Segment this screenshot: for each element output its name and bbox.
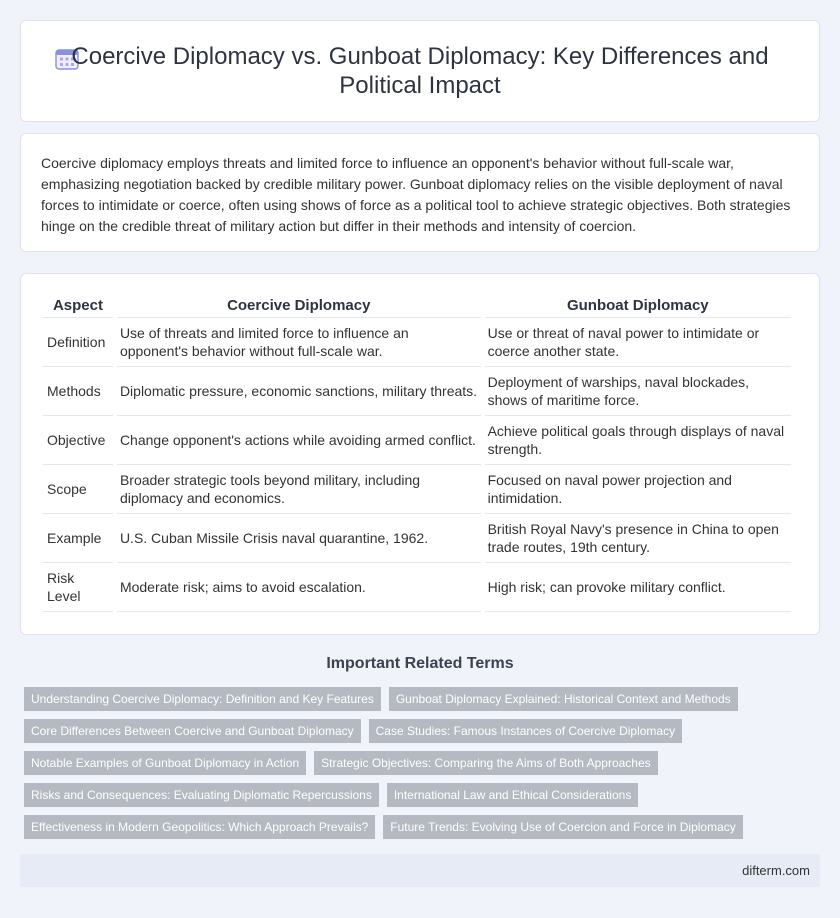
related-term-tag[interactable]: Understanding Coercive Diplomacy: Definition and Key Features	[24, 687, 381, 711]
related-term-tag[interactable]: Gunboat Diplomacy Explained: Historical Context and Methods	[389, 687, 738, 711]
header-coercive-diplomacy: Coercive Diplomacy	[117, 294, 481, 318]
related-terms-title: Important Related Terms	[326, 655, 514, 672]
table-header-row	[43, 294, 791, 318]
row-gunboat-cell: Achieve political goals through displays of naval strength.	[485, 416, 791, 465]
row-coercive-cell: Change opponent's actions while avoiding armed conflict.	[117, 416, 481, 465]
intro-card	[20, 133, 820, 252]
row-gunboat-cell: Deployment of warships, naval blockades, shows of maritime force.	[485, 367, 791, 416]
related-term-tag[interactable]: Case Studies: Famous Instances of Coercive Diplomacy	[369, 719, 682, 743]
tag-row	[24, 815, 824, 839]
intro-paragraph: Coercive diplomacy employs threats and limited force to influence an opponent's behavior without full-scale war, emphasizing negotiation backed by credible military power. Gunboat diplomacy relies on the visible deployment of naval forces to intimidate or coerce, often using shows of force as a political tool to achieve strategic objectives. Both strategies hinge on the credible threat of military action but differ in their methods and intensity of coercion.	[41, 155, 791, 234]
table-row	[43, 367, 791, 416]
related-term-tag[interactable]: Notable Examples of Gunboat Diplomacy in Action	[24, 751, 306, 775]
row-gunboat-cell: Focused on naval power projection and intimidation.	[485, 465, 791, 514]
header-gunboat-diplomacy: Gunboat Diplomacy	[485, 294, 791, 318]
footer-bar	[20, 854, 820, 887]
table-row	[43, 318, 791, 367]
row-aspect-cell: Risk Level	[43, 563, 113, 612]
footer-site-link[interactable]: difterm.com	[742, 863, 810, 878]
page-title: Coercive Diplomacy vs. Gunboat Diplomacy: Key Differences and Political Impact	[71, 43, 769, 99]
table-row	[43, 465, 791, 514]
row-coercive-cell: Use of threats and limited force to influence an opponent's behavior without full-scale war.	[117, 318, 481, 367]
row-gunboat-cell: High risk; can provoke military conflict.	[485, 563, 791, 612]
related-term-tag[interactable]: International Law and Ethical Considerations	[387, 783, 638, 807]
related-term-tag[interactable]: Core Differences Between Coercive and Gunboat Diplomacy	[24, 719, 361, 743]
related-term-tag[interactable]: Effectiveness in Modern Geopolitics: Which Approach Prevails?	[24, 815, 375, 839]
header-aspect: Aspect	[43, 294, 113, 318]
comparison-table-card	[20, 273, 820, 635]
row-coercive-cell: Broader strategic tools beyond military, including diplomacy and economics.	[117, 465, 481, 514]
related-term-tag[interactable]: Future Trends: Evolving Use of Coercion and Force in Diplomacy	[383, 815, 743, 839]
related-terms-list	[24, 687, 824, 847]
table-row	[43, 514, 791, 563]
row-aspect-cell: Methods	[43, 367, 113, 416]
tag-row	[24, 751, 824, 775]
row-coercive-cell: U.S. Cuban Missile Crisis naval quarantine, 1962.	[117, 514, 481, 563]
row-aspect-cell: Definition	[43, 318, 113, 367]
row-coercive-cell: Diplomatic pressure, economic sanctions, military threats.	[117, 367, 481, 416]
comparison-table	[39, 294, 795, 612]
table-row	[43, 563, 791, 612]
tag-row	[24, 687, 824, 711]
tag-row	[24, 783, 824, 807]
row-coercive-cell: Moderate risk; aims to avoid escalation.	[117, 563, 481, 612]
row-aspect-cell: Scope	[43, 465, 113, 514]
row-aspect-cell: Example	[43, 514, 113, 563]
table-row	[43, 416, 791, 465]
row-gunboat-cell: British Royal Navy's presence in China to open trade routes, 19th century.	[485, 514, 791, 563]
title-card	[20, 20, 820, 122]
row-gunboat-cell: Use or threat of naval power to intimidate or coerce another state.	[485, 318, 791, 367]
related-term-tag[interactable]: Risks and Consequences: Evaluating Diplomatic Repercussions	[24, 783, 379, 807]
tag-row	[24, 719, 824, 743]
related-term-tag[interactable]: Strategic Objectives: Comparing the Aims of Both Approaches	[314, 751, 658, 775]
row-aspect-cell: Objective	[43, 416, 113, 465]
